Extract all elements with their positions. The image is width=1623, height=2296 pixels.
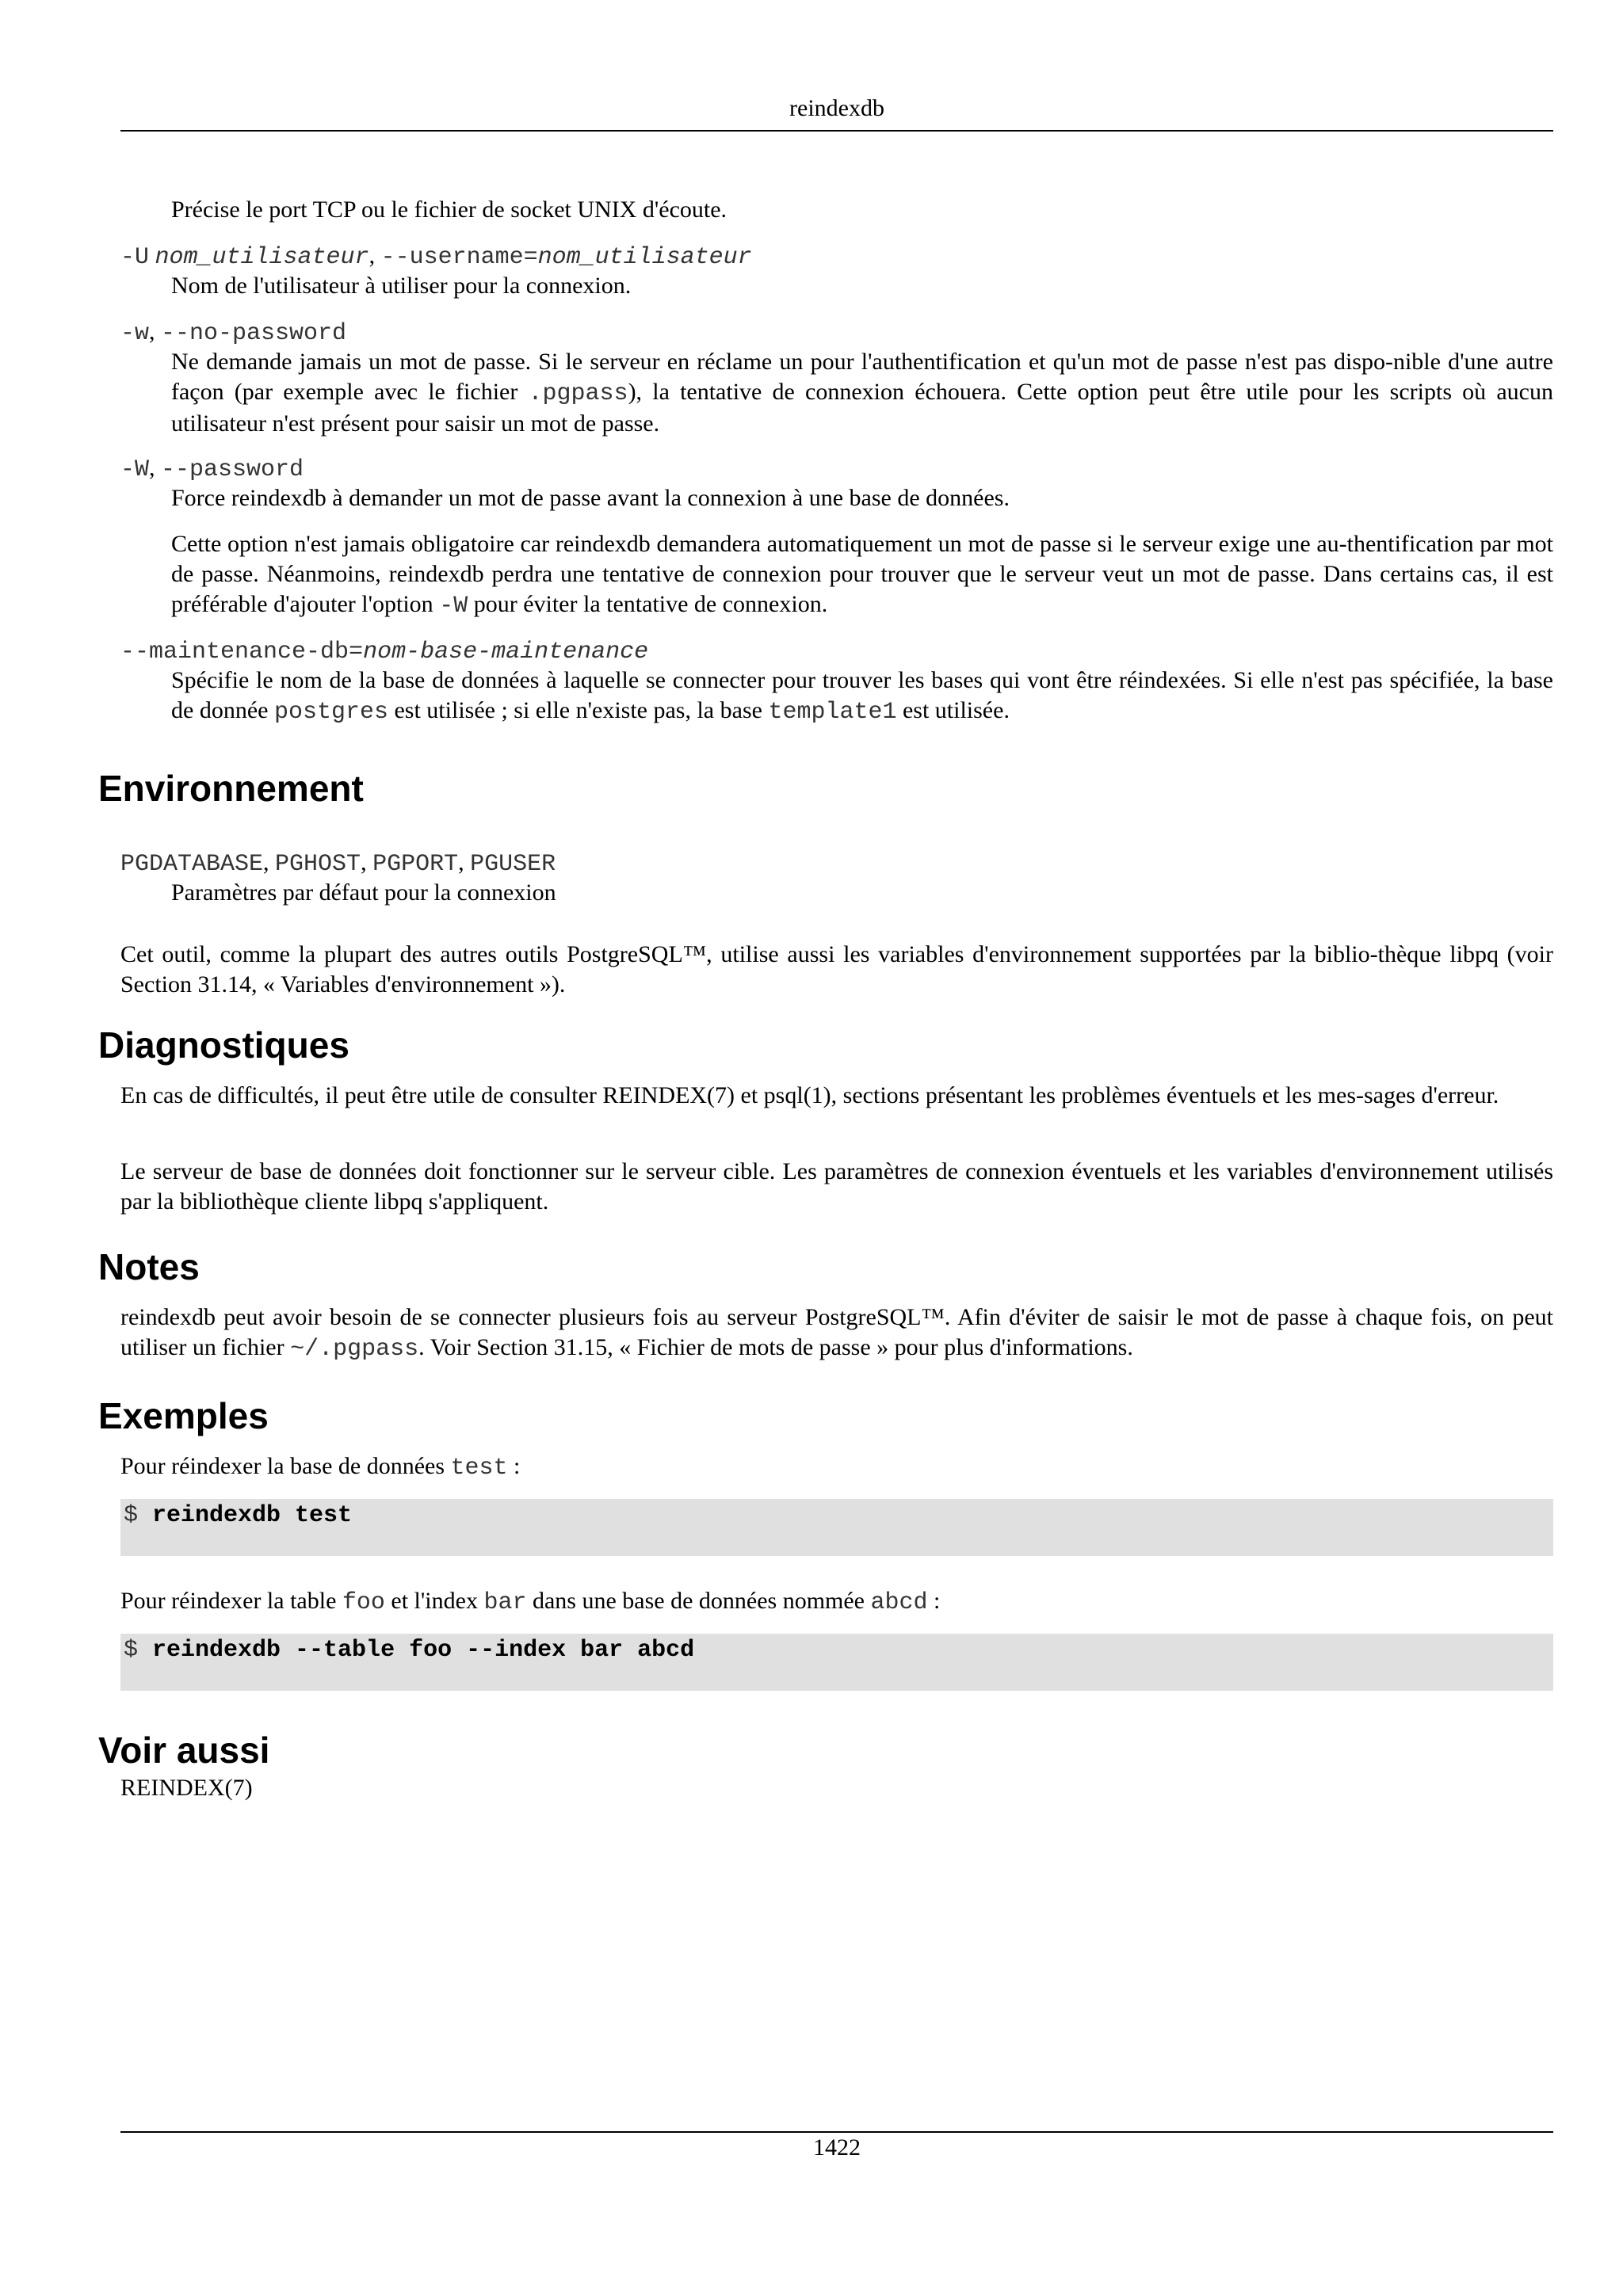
maintenance-db-desc-part1: Spécifie le nom de la base de données à laquelle se connecter pour trouver les bases qui vont être réindexées. Si elle n'est pas spécifiée, la base de donnée <box>171 667 1553 723</box>
example-1-db-name: test <box>450 1455 508 1482</box>
username-short-flag: -U <box>120 244 150 271</box>
example-1-intro-colon: : <box>507 1453 521 1479</box>
password-details-flag: -W <box>439 593 468 620</box>
maintenance-db-desc-part3: est utilisée. <box>896 697 1010 723</box>
no-password-separator: , <box>149 318 162 345</box>
maintenance-db-option-term <box>98 635 1575 667</box>
password-details-part1: Cette option n'est jamais obligatoire car reindexdb demandera automatiquement un mot de passe si le serveur exige une au-thentification par mot de passe. Néanmoins, reindexdb perdra une tentative de connexion pour trouver que le serveur veut un mot de passe. Dans certains cas, il est préférable d'ajouter l'option <box>171 531 1553 617</box>
example-1-command: reindexdb test <box>152 1502 353 1529</box>
running-title: reindexdb <box>789 95 884 121</box>
postgres-db-ref: postgres <box>273 699 388 726</box>
example-1-code-block <box>120 1499 1553 1556</box>
example-1-intro-text: Pour réindexer la base de données <box>120 1453 451 1479</box>
page-header <box>120 93 1553 132</box>
maintenance-db-desc-part2: est utilisée ; si elle n'existe pas, la base <box>388 697 769 723</box>
pgpass-file-ref: .pgpass <box>528 380 628 407</box>
maintenance-db-option-description <box>98 666 1553 727</box>
maintenance-db-arg: nom-base-maintenance <box>363 639 649 666</box>
example-2-table-name: foo <box>342 1589 385 1616</box>
no-password-short-flag: -w <box>120 320 150 347</box>
environment-vars-term <box>98 848 1575 879</box>
pgpass-home-file-ref: ~/.pgpass <box>290 1336 419 1363</box>
notes-heading: Notes <box>98 1246 200 1287</box>
diagnostics-heading: Diagnostiques <box>98 1024 349 1066</box>
example-2-index-name: bar <box>483 1589 527 1616</box>
env-var-pgport: PGPORT <box>372 851 459 878</box>
password-short-flag: -W <box>120 456 150 483</box>
env-var-pghost: PGHOST <box>275 851 361 878</box>
example-2-intro-text-2: et l'index <box>384 1588 484 1614</box>
environment-heading: Environnement <box>98 768 364 809</box>
env-var-separator: , <box>263 849 276 875</box>
see-also-reference: REINDEX(7) <box>120 1775 253 1801</box>
password-option-term <box>98 453 1575 485</box>
no-password-desc-part2: ), la tentative de connexion échouera. Cette option peut être utile pour les scripts où aucun utilisateur n'est présent pour saisir un mot de passe. <box>171 379 1553 437</box>
password-details-part2: pour éviter la tentative de connexion. <box>468 591 828 617</box>
example-2-intro <box>98 1586 1553 1618</box>
maintenance-db-long-flag: --maintenance-db= <box>120 639 364 666</box>
username-option-term <box>98 241 1575 273</box>
username-option-description: Nom de l'utilisateur à utiliser pour la connexion. <box>171 273 632 299</box>
page-number: 1422 <box>813 2134 861 2161</box>
env-var-pguser: PGUSER <box>470 851 556 878</box>
environment-vars-description: Paramètres par défaut pour la connexion <box>171 879 556 906</box>
shell-prompt: $ <box>124 1502 153 1529</box>
example-2-intro-colon: : <box>927 1588 941 1614</box>
diagnostics-paragraph-1: En cas de difficultés, il peut être utile de consulter REINDEX(7) et psql(1), sections présentant les problèmes éventuels et les mes-sages d'erreur. <box>120 1082 1499 1108</box>
no-password-desc-part1: Ne demande jamais un mot de passe. Si le serveur en réclame un pour l'authentification et qu'un mot de passe n'est pas dispo-nible d'une autre façon (par exemple avec le fichier <box>171 349 1553 405</box>
notes-text-part2: . Voir Section 31.15, « Fichier de mots de passe » pour plus d'informations. <box>418 1334 1133 1360</box>
no-password-option-term <box>98 317 1575 349</box>
examples-heading: Exemples <box>98 1395 269 1436</box>
username-long-flag: --username= <box>380 244 538 271</box>
notes-paragraph <box>98 1302 1553 1364</box>
example-1-intro <box>98 1451 1553 1483</box>
example-2-intro-text-3: dans une base de données nommée <box>526 1588 871 1614</box>
password-option-description: Force reindexdb à demander un mot de passe avant la connexion à une base de données. <box>171 485 1010 511</box>
environment-paragraph: Cet outil, comme la plupart des autres outils PostgreSQL™, utilise aussi les variables d'environnement supportées par la biblio-thèque libpq (voir Section 31.14, « Variables d'environnement »). <box>120 941 1553 997</box>
no-password-long-flag: --no-password <box>161 320 347 347</box>
example-2-intro-text-1: Pour réindexer la table <box>120 1588 342 1614</box>
shell-prompt: $ <box>124 1637 153 1664</box>
see-also-heading: Voir aussi <box>98 1730 270 1771</box>
example-2-db-name: abcd <box>870 1589 928 1616</box>
username-separator: , <box>369 242 381 269</box>
username-short-arg: nom_utilisateur <box>155 244 369 271</box>
username-long-arg: nom_utilisateur <box>537 244 752 271</box>
example-2-code-block <box>120 1634 1553 1691</box>
diagnostics-paragraph-2: Le serveur de base de données doit fonctionner sur le serveur cible. Les paramètres de connexion éventuels et les variables d'environnement utilisés par la bibliothèque cliente libpq s'appliquent. <box>120 1158 1553 1215</box>
env-var-separator: , <box>361 849 373 875</box>
env-var-pgdatabase: PGDATABASE <box>120 851 264 878</box>
password-long-flag: --password <box>161 456 304 483</box>
password-separator: , <box>149 455 162 481</box>
password-option-details <box>98 529 1553 621</box>
port-option-description: Précise le port TCP ou le fichier de socket UNIX d'écoute. <box>171 196 727 223</box>
example-2-command: reindexdb --table foo --index bar abcd <box>152 1637 695 1664</box>
env-var-separator: , <box>458 849 471 875</box>
notes-text-part1: reindexdb peut avoir besoin de se connecter plusieurs fois au serveur PostgreSQL™. Afin d'éviter de saisir le mot de passe à chaque fois, on peut utiliser un fichier <box>120 1304 1553 1360</box>
no-password-option-description <box>98 347 1553 439</box>
template1-db-ref: template1 <box>768 699 897 726</box>
